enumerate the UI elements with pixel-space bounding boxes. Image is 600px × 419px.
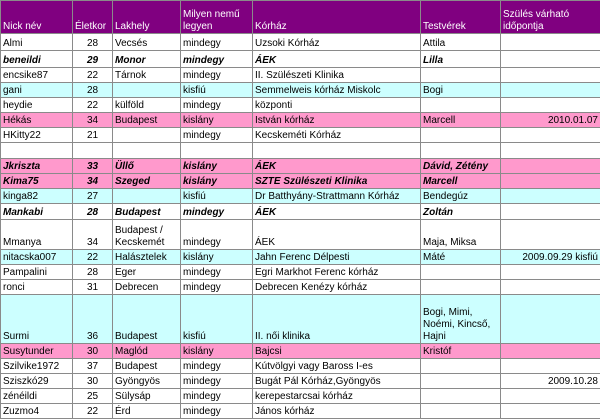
- table-row: [1, 389, 600, 404]
- cell-residence[interactable]: Budapest: [113, 359, 181, 374]
- table-row: [1, 404, 600, 419]
- cell-siblings[interactable]: Zoltán: [421, 204, 501, 220]
- table-row: [1, 51, 600, 68]
- cell-hospital[interactable]: Bugát Pál Kórház,Gyöngyös: [253, 374, 421, 389]
- table-row: [1, 189, 600, 204]
- cell-age[interactable]: 36: [73, 295, 113, 344]
- cell-hospital[interactable]: János kórház: [253, 404, 421, 419]
- cell-age[interactable]: 30: [73, 374, 113, 389]
- cell-residence[interactable]: Vecsés: [113, 34, 181, 51]
- cell-nick[interactable]: zénéildi: [1, 389, 73, 404]
- cell-gender[interactable]: kisfiú: [181, 295, 253, 344]
- cell-siblings[interactable]: Bendegúz: [421, 189, 501, 204]
- table-row: [1, 34, 600, 51]
- cell-nick[interactable]: Jkriszta: [1, 159, 73, 174]
- table-row: [1, 83, 600, 98]
- cell-nick[interactable]: Mankabi: [1, 204, 73, 220]
- cell-hospital[interactable]: Uzsoki Kórház: [253, 34, 421, 51]
- cell-age[interactable]: 25: [73, 389, 113, 404]
- cell-gender[interactable]: mindegy: [181, 389, 253, 404]
- cell-gender[interactable]: mindegy: [181, 34, 253, 51]
- cell-due-date[interactable]: [501, 174, 600, 189]
- cell-gender[interactable]: mindegy: [181, 68, 253, 83]
- cell-hospital[interactable]: SZTE Szülészeti Klinika: [253, 174, 421, 189]
- cell-nick[interactable]: Sziszkó29: [1, 374, 73, 389]
- cell-gender[interactable]: [181, 143, 253, 159]
- cell-siblings[interactable]: [421, 389, 501, 404]
- cell-residence[interactable]: [113, 128, 181, 143]
- cell-gender[interactable]: mindegy: [181, 280, 253, 295]
- cell-gender[interactable]: kislány: [181, 344, 253, 359]
- cell-residence[interactable]: [113, 83, 181, 98]
- cell-nick[interactable]: HKitty22: [1, 128, 73, 143]
- cell-age[interactable]: 31: [73, 280, 113, 295]
- cell-due-date[interactable]: [501, 128, 600, 143]
- cell-siblings[interactable]: Kristóf: [421, 344, 501, 359]
- table-row: [1, 174, 600, 189]
- cell-gender[interactable]: mindegy: [181, 98, 253, 113]
- cell-hospital[interactable]: Bajcsi: [253, 344, 421, 359]
- cell-gender[interactable]: mindegy: [181, 404, 253, 419]
- cell-nick[interactable]: [1, 143, 73, 159]
- cell-residence[interactable]: Eger: [113, 265, 181, 280]
- cell-residence[interactable]: Budapest: [113, 295, 181, 344]
- cell-gender[interactable]: kislány: [181, 113, 253, 128]
- cell-age[interactable]: 37: [73, 359, 113, 374]
- header-residence[interactable]: Lakhely: [113, 1, 181, 34]
- cell-residence[interactable]: Budapest: [113, 204, 181, 220]
- cell-age[interactable]: [73, 143, 113, 159]
- cell-due-date[interactable]: [501, 204, 600, 220]
- cell-gender[interactable]: mindegy: [181, 220, 253, 250]
- cell-nick[interactable]: Hékás: [1, 113, 73, 128]
- cell-due-date[interactable]: 2010.01.07: [501, 113, 600, 128]
- cell-due-date[interactable]: [501, 280, 600, 295]
- cell-due-date[interactable]: 2009.10.28: [501, 374, 600, 389]
- cell-hospital[interactable]: Jahn Ferenc Délpesti: [253, 250, 421, 265]
- cell-age[interactable]: 22: [73, 250, 113, 265]
- cell-gender[interactable]: mindegy: [181, 204, 253, 220]
- cell-age[interactable]: 21: [73, 128, 113, 143]
- table-row: [1, 128, 600, 143]
- cell-nick[interactable]: Zuzmo4: [1, 404, 73, 419]
- cell-hospital[interactable]: Kútvölgyi vagy Baross I-es: [253, 359, 421, 374]
- cell-residence[interactable]: Szeged: [113, 174, 181, 189]
- cell-residence[interactable]: [113, 143, 181, 159]
- cell-age[interactable]: 33: [73, 159, 113, 174]
- cell-nick[interactable]: kinga82: [1, 189, 73, 204]
- table-row: [1, 265, 600, 280]
- cell-hospital[interactable]: Kecskeméti Kórház: [253, 128, 421, 143]
- cell-age[interactable]: 22: [73, 68, 113, 83]
- cell-residence[interactable]: Debrecen: [113, 280, 181, 295]
- cell-hospital[interactable]: ÁEK: [253, 159, 421, 174]
- header-row: [1, 1, 600, 34]
- cell-due-date[interactable]: [501, 68, 600, 83]
- cell-due-date[interactable]: [501, 344, 600, 359]
- cell-age[interactable]: 34: [73, 220, 113, 250]
- cell-hospital[interactable]: Egri Markhot Ferenc kórház: [253, 265, 421, 280]
- cell-gender[interactable]: kislány: [181, 250, 253, 265]
- cell-siblings[interactable]: [421, 98, 501, 113]
- cell-hospital[interactable]: II. Szülészeti Klinika: [253, 68, 421, 83]
- cell-hospital[interactable]: Dr Batthyány-Strattmann Kórház: [253, 189, 421, 204]
- cell-residence[interactable]: Üllő: [113, 159, 181, 174]
- cell-siblings[interactable]: [421, 404, 501, 419]
- table-row: [1, 359, 600, 374]
- cell-hospital[interactable]: központi: [253, 98, 421, 113]
- cell-residence[interactable]: Sülysáp: [113, 389, 181, 404]
- cell-siblings[interactable]: [421, 374, 501, 389]
- header-hospital[interactable]: Kórház: [253, 1, 421, 34]
- cell-nick[interactable]: Kima75: [1, 174, 73, 189]
- table-header: [1, 1, 600, 34]
- cell-siblings[interactable]: [421, 359, 501, 374]
- cell-age[interactable]: 22: [73, 98, 113, 113]
- cell-hospital[interactable]: ÁEK: [253, 204, 421, 220]
- cell-hospital[interactable]: kerepestarcsai kórház: [253, 389, 421, 404]
- cell-due-date[interactable]: [501, 265, 600, 280]
- cell-age[interactable]: 28: [73, 265, 113, 280]
- header-gender[interactable]: Milyen nemű legyen: [181, 1, 253, 34]
- cell-siblings[interactable]: Bogi, Mimi, Noémi, Kincső, Hajni: [421, 295, 501, 344]
- cell-nick[interactable]: gani: [1, 83, 73, 98]
- cell-gender[interactable]: kislány: [181, 159, 253, 174]
- cell-age[interactable]: 29: [73, 51, 113, 68]
- cell-due-date[interactable]: 2009.09.29 kisfiú: [501, 250, 600, 265]
- table-body: [1, 34, 600, 419]
- cell-nick[interactable]: ronci: [1, 280, 73, 295]
- cell-siblings[interactable]: [421, 280, 501, 295]
- table-row: [1, 250, 600, 265]
- cell-residence[interactable]: Érd: [113, 404, 181, 419]
- header-nick[interactable]: Nick név: [1, 1, 73, 34]
- cell-hospital[interactable]: ÁEK: [253, 51, 421, 68]
- cell-hospital[interactable]: Debrecen Kenézy kórház: [253, 280, 421, 295]
- cell-gender[interactable]: mindegy: [181, 128, 253, 143]
- cell-hospital[interactable]: ÁEK: [253, 220, 421, 250]
- cell-due-date[interactable]: [501, 98, 600, 113]
- cell-nick[interactable]: encsike87: [1, 68, 73, 83]
- cell-siblings[interactable]: Bogi: [421, 83, 501, 98]
- cell-nick[interactable]: nitacska007: [1, 250, 73, 265]
- cell-age[interactable]: 34: [73, 174, 113, 189]
- cell-siblings[interactable]: Marcell: [421, 174, 501, 189]
- header-due-date[interactable]: Szülés várható időpontja: [501, 1, 600, 34]
- cell-residence[interactable]: Monor: [113, 51, 181, 68]
- table-row: [1, 143, 600, 159]
- cell-siblings[interactable]: Dávid, Zétény: [421, 159, 501, 174]
- cell-siblings[interactable]: Attila: [421, 34, 501, 51]
- table-row: [1, 113, 600, 128]
- table-row: [1, 220, 600, 250]
- cell-age[interactable]: 28: [73, 204, 113, 220]
- cell-residence[interactable]: Halásztelek: [113, 250, 181, 265]
- cell-due-date[interactable]: [501, 295, 600, 344]
- cell-due-date[interactable]: [501, 143, 600, 159]
- cell-siblings[interactable]: Marcell: [421, 113, 501, 128]
- cell-siblings[interactable]: Lilla: [421, 51, 501, 68]
- cell-due-date[interactable]: [501, 389, 600, 404]
- cell-nick[interactable]: Mmanya: [1, 220, 73, 250]
- cell-gender[interactable]: mindegy: [181, 265, 253, 280]
- cell-nick[interactable]: heydie: [1, 98, 73, 113]
- cell-age[interactable]: 30: [73, 344, 113, 359]
- cell-siblings[interactable]: [421, 128, 501, 143]
- header-siblings[interactable]: Testvérek: [421, 1, 501, 34]
- cell-hospital[interactable]: István kórház: [253, 113, 421, 128]
- table-row: [1, 98, 600, 113]
- cell-siblings[interactable]: Maja, Miksa: [421, 220, 501, 250]
- cell-nick[interactable]: Almi: [1, 34, 73, 51]
- cell-nick[interactable]: Pampalini: [1, 265, 73, 280]
- cell-residence[interactable]: [113, 189, 181, 204]
- cell-hospital[interactable]: II. női klinika: [253, 295, 421, 344]
- cell-due-date[interactable]: [501, 359, 600, 374]
- cell-siblings[interactable]: [421, 68, 501, 83]
- cell-due-date[interactable]: [501, 220, 600, 250]
- cell-siblings[interactable]: [421, 265, 501, 280]
- table-row: [1, 68, 600, 83]
- cell-gender[interactable]: kisfiú: [181, 83, 253, 98]
- cell-nick[interactable]: beneildi: [1, 51, 73, 68]
- cell-hospital[interactable]: [253, 143, 421, 159]
- table-row: [1, 344, 600, 359]
- table-row: [1, 159, 600, 174]
- header-age[interactable]: Életkor: [73, 1, 113, 34]
- cell-residence[interactable]: Tárnok: [113, 68, 181, 83]
- cell-gender[interactable]: mindegy: [181, 374, 253, 389]
- cell-gender[interactable]: kislány: [181, 174, 253, 189]
- cell-nick[interactable]: Susytunder: [1, 344, 73, 359]
- cell-due-date[interactable]: [501, 51, 600, 68]
- cell-siblings[interactable]: [421, 143, 501, 159]
- cell-residence[interactable]: Gyöngyös: [113, 374, 181, 389]
- cell-due-date[interactable]: [501, 83, 600, 98]
- cell-hospital[interactable]: Semmelweis kórház Miskolc: [253, 83, 421, 98]
- cell-due-date[interactable]: [501, 159, 600, 174]
- table-row: [1, 204, 600, 220]
- cell-due-date[interactable]: [501, 189, 600, 204]
- cell-siblings[interactable]: Máté: [421, 250, 501, 265]
- cell-residence[interactable]: külföld: [113, 98, 181, 113]
- cell-gender[interactable]: mindegy: [181, 51, 253, 68]
- cell-due-date[interactable]: [501, 404, 600, 419]
- cell-age[interactable]: 28: [73, 83, 113, 98]
- cell-residence[interactable]: Budapest / Kecskemét: [113, 220, 181, 250]
- cell-nick[interactable]: Surmi: [1, 295, 73, 344]
- cell-age[interactable]: 34: [73, 113, 113, 128]
- cell-age[interactable]: 22: [73, 404, 113, 419]
- table-row: [1, 374, 600, 389]
- cell-residence[interactable]: Budapest: [113, 113, 181, 128]
- table-row: [1, 295, 600, 344]
- cell-due-date[interactable]: [501, 34, 600, 51]
- cell-age[interactable]: 28: [73, 34, 113, 51]
- cell-nick[interactable]: Szilvike1972: [1, 359, 73, 374]
- table-row: [1, 280, 600, 295]
- cell-age[interactable]: 27: [73, 189, 113, 204]
- cell-gender[interactable]: mindegy: [181, 359, 253, 374]
- cell-gender[interactable]: kisfiú: [181, 189, 253, 204]
- cell-residence[interactable]: Maglód: [113, 344, 181, 359]
